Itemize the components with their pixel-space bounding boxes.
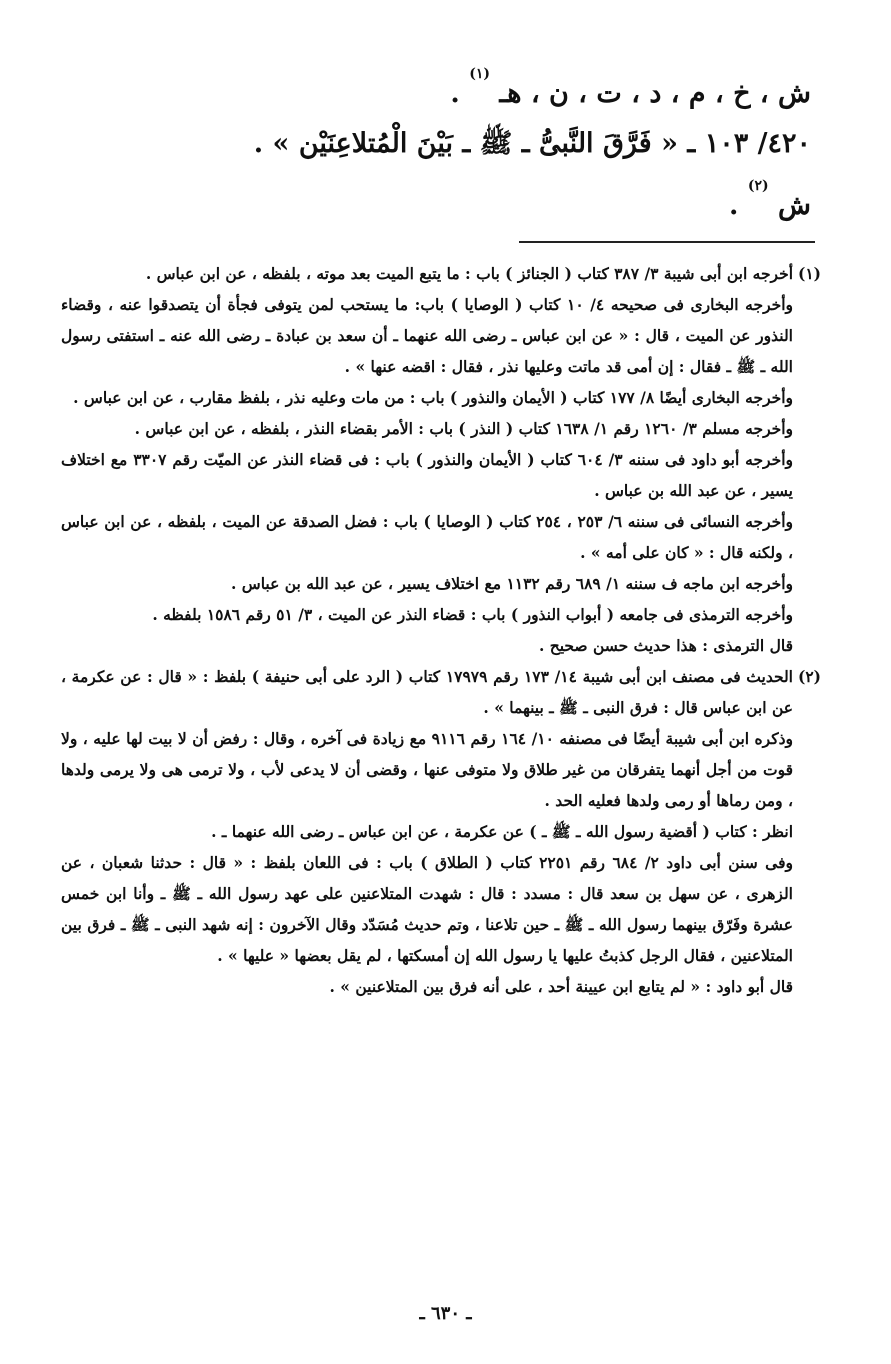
footnote-text: وأخرجه أبو داود فى سننه ٣/ ٦٠٤ كتاب ( الأيمان والنذور ) باب : فى قضاء النذر عن الميّت رقم ٣٣٠٧ مع اختلاف يسير ، عن عبد الله بن عباس . [61, 450, 793, 500]
footnote-paragraph [61, 444, 821, 506]
source-line-2 [51, 172, 811, 228]
footnote-text: وأخرجه البخارى أيضًا ٨/ ١٧٧ كتاب ( الأيمان والنذور ) باب : من مات وعليه نذر ، بلفظ مقارب ، عن ابن عباس . [73, 388, 793, 407]
footnote-text: انظر : كتاب ( أقضية رسول الله ـ ﷺ ـ ) عن عكرمة ، عن ابن عباس ـ رضى الله عنهما ـ . [211, 822, 793, 841]
footnote-paragraph [61, 723, 821, 816]
footnote-paragraph [61, 289, 821, 382]
footnote-paragraph [61, 599, 821, 630]
footnote-text: وأخرجه النسائى فى سننه ٦/ ٢٥٣ ، ٢٥٤ كتاب ( الوصايا ) باب : فضل الصدقة عن الميت ، بلفظه ، عن ابن عباس ، ولكنه قال : « كان على أمه » . [61, 512, 794, 562]
footnote-paragraph [61, 258, 821, 289]
sources-abbrev: ش ، خ ، م ، د ، ت ، ن ، هـ [499, 78, 811, 109]
footnote-text: الحديث فى مصنف ابن أبى شيبة ١٤/ ١٧٣ رقم ١٧٩٧٩ كتاب ( الرد على أبى حنيفة ) بلفظ : « قال : عن عكرمة ، عن ابن عباس قال : فرق النبى ـ ﷺ ـ بينهما » . [61, 667, 793, 717]
hadith-text: ٤٢٠/ ١٠٣ ـ « فَرَّقَ النَّبىُّ ـ ﷺ ـ بَيْنَ الْمُتلاعِنَيْن » . [253, 128, 811, 159]
footnote-ref-1: (١) [469, 66, 490, 82]
footnote-paragraph [61, 382, 821, 413]
footnote-paragraph [61, 413, 821, 444]
sources-line [51, 60, 811, 116]
hadith-line [51, 116, 811, 172]
footnote-text: أخرجه ابن أبى شيبة ٣/ ٣٨٧ كتاب ( الجنائز ) باب : ما يتبع الميت بعد موته ، بلفظه ، عن ابن عباس . [145, 264, 793, 283]
footnote-paragraph [61, 630, 821, 661]
footnote-paragraph [61, 661, 821, 723]
footnotes [61, 258, 821, 1002]
footnote-number: (١) [797, 264, 821, 283]
source-abbrev-2: ش [778, 190, 811, 221]
footnote-text: وأخرجه ابن ماجه ف سننه ١/ ٦٨٩ رقم ١١٣٢ مع اختلاف يسير ، عن عبد الله بن عباس . [231, 574, 793, 593]
footnote-paragraph [61, 816, 821, 847]
page-number: ـ ٦٣٠ ـ [419, 1303, 472, 1324]
footnote-text: قال الترمذى : هذا حديث حسن صحيح . [538, 636, 793, 655]
footnote-paragraph [61, 506, 821, 568]
main-text [51, 60, 811, 228]
footnote-number: (٢) [797, 667, 821, 686]
footnote-text: وأخرجه مسلم ٣/ ١٢٦٠ رقم ١/ ١٦٣٨ كتاب ( النذر ) باب : الأمر بقضاء النذر ، بلفظه ، عن ابن عباس . [134, 419, 793, 438]
footnote-text: قال أبو داود : « لم يتابع ابن عيينة أحد ، على أنه فرق بين المتلاعنين » . [329, 977, 793, 996]
footnote-divider [519, 241, 815, 243]
footnote-text: وأخرجه البخارى فى صحيحه ٤/ ١٠ كتاب ( الوصايا ) باب: ما يستحب لمن يتوفى فجأة أن يتصدقوا عنه ، وقضاء النذور عن الميت ، قال : « عن ابن عباس ـ رضى الله عنهما ـ أن سعد بن عبادة ـ رضى الله عنه ـ استفتى رسول الله ـ ﷺ ـ فقال : إن أمى قد ماتت وعليها نذر ، فقال : اقضه عنها » . [61, 295, 793, 376]
source-end-2: . [729, 190, 739, 221]
footnote-paragraph [61, 971, 821, 1002]
footnote-text: وفى سنن أبى داود ٢/ ٦٨٤ رقم ٢٢٥١ كتاب ( الطلاق ) باب : فى اللعان بلفظ : « قال : حدثنا شعبان ، عن الزهرى ، عن سهل بن سعد قال : مسدد : قال : شهدت المتلاعنين على عهد رسول الله ـ ﷺ ـ وأنا ابن خمس عشرة وفَرّق بينهما رسول الله ـ ﷺ ـ حين تلاعنا ، وتم حديث مُسَدّد وقال الآخرون : إنه شهد النبى ـ ﷺ ـ فرق بين المتلاعنين ، فقال الرجل كذبتُ عليها يا رسول الله إن أمسكتها ، لم يقل بعضها « عليها » . [61, 853, 793, 965]
footnote-paragraph [61, 847, 821, 971]
footnote-text: وذكره ابن أبى شيبة أيضًا فى مصنفه ١٠/ ١٦٤ رقم ٩١١٦ مع زيادة فى آخره ، وقال : رفض أن لا بيت لها عليه ، ولا قوت من أجل أنهما يتفرقان من غير طلاق ولا متوفى عنها ، وقضى أن لا يدعى لأب ، ولا ترمى هى ولا يرمى ولدها ، ومن رماها أو رمى ولدها فعليه الحد . [61, 729, 793, 810]
sources-end: . [450, 78, 460, 109]
footnote-paragraph [61, 568, 821, 599]
footnote-ref-2: (٢) [747, 178, 769, 194]
footnote-text: وأخرجه الترمذى فى جامعه ( أبواب النذور ) باب : قضاء النذر عن الميت ، ٣/ ٥١ رقم ١٥٨٦ بلفظه . [152, 605, 793, 624]
